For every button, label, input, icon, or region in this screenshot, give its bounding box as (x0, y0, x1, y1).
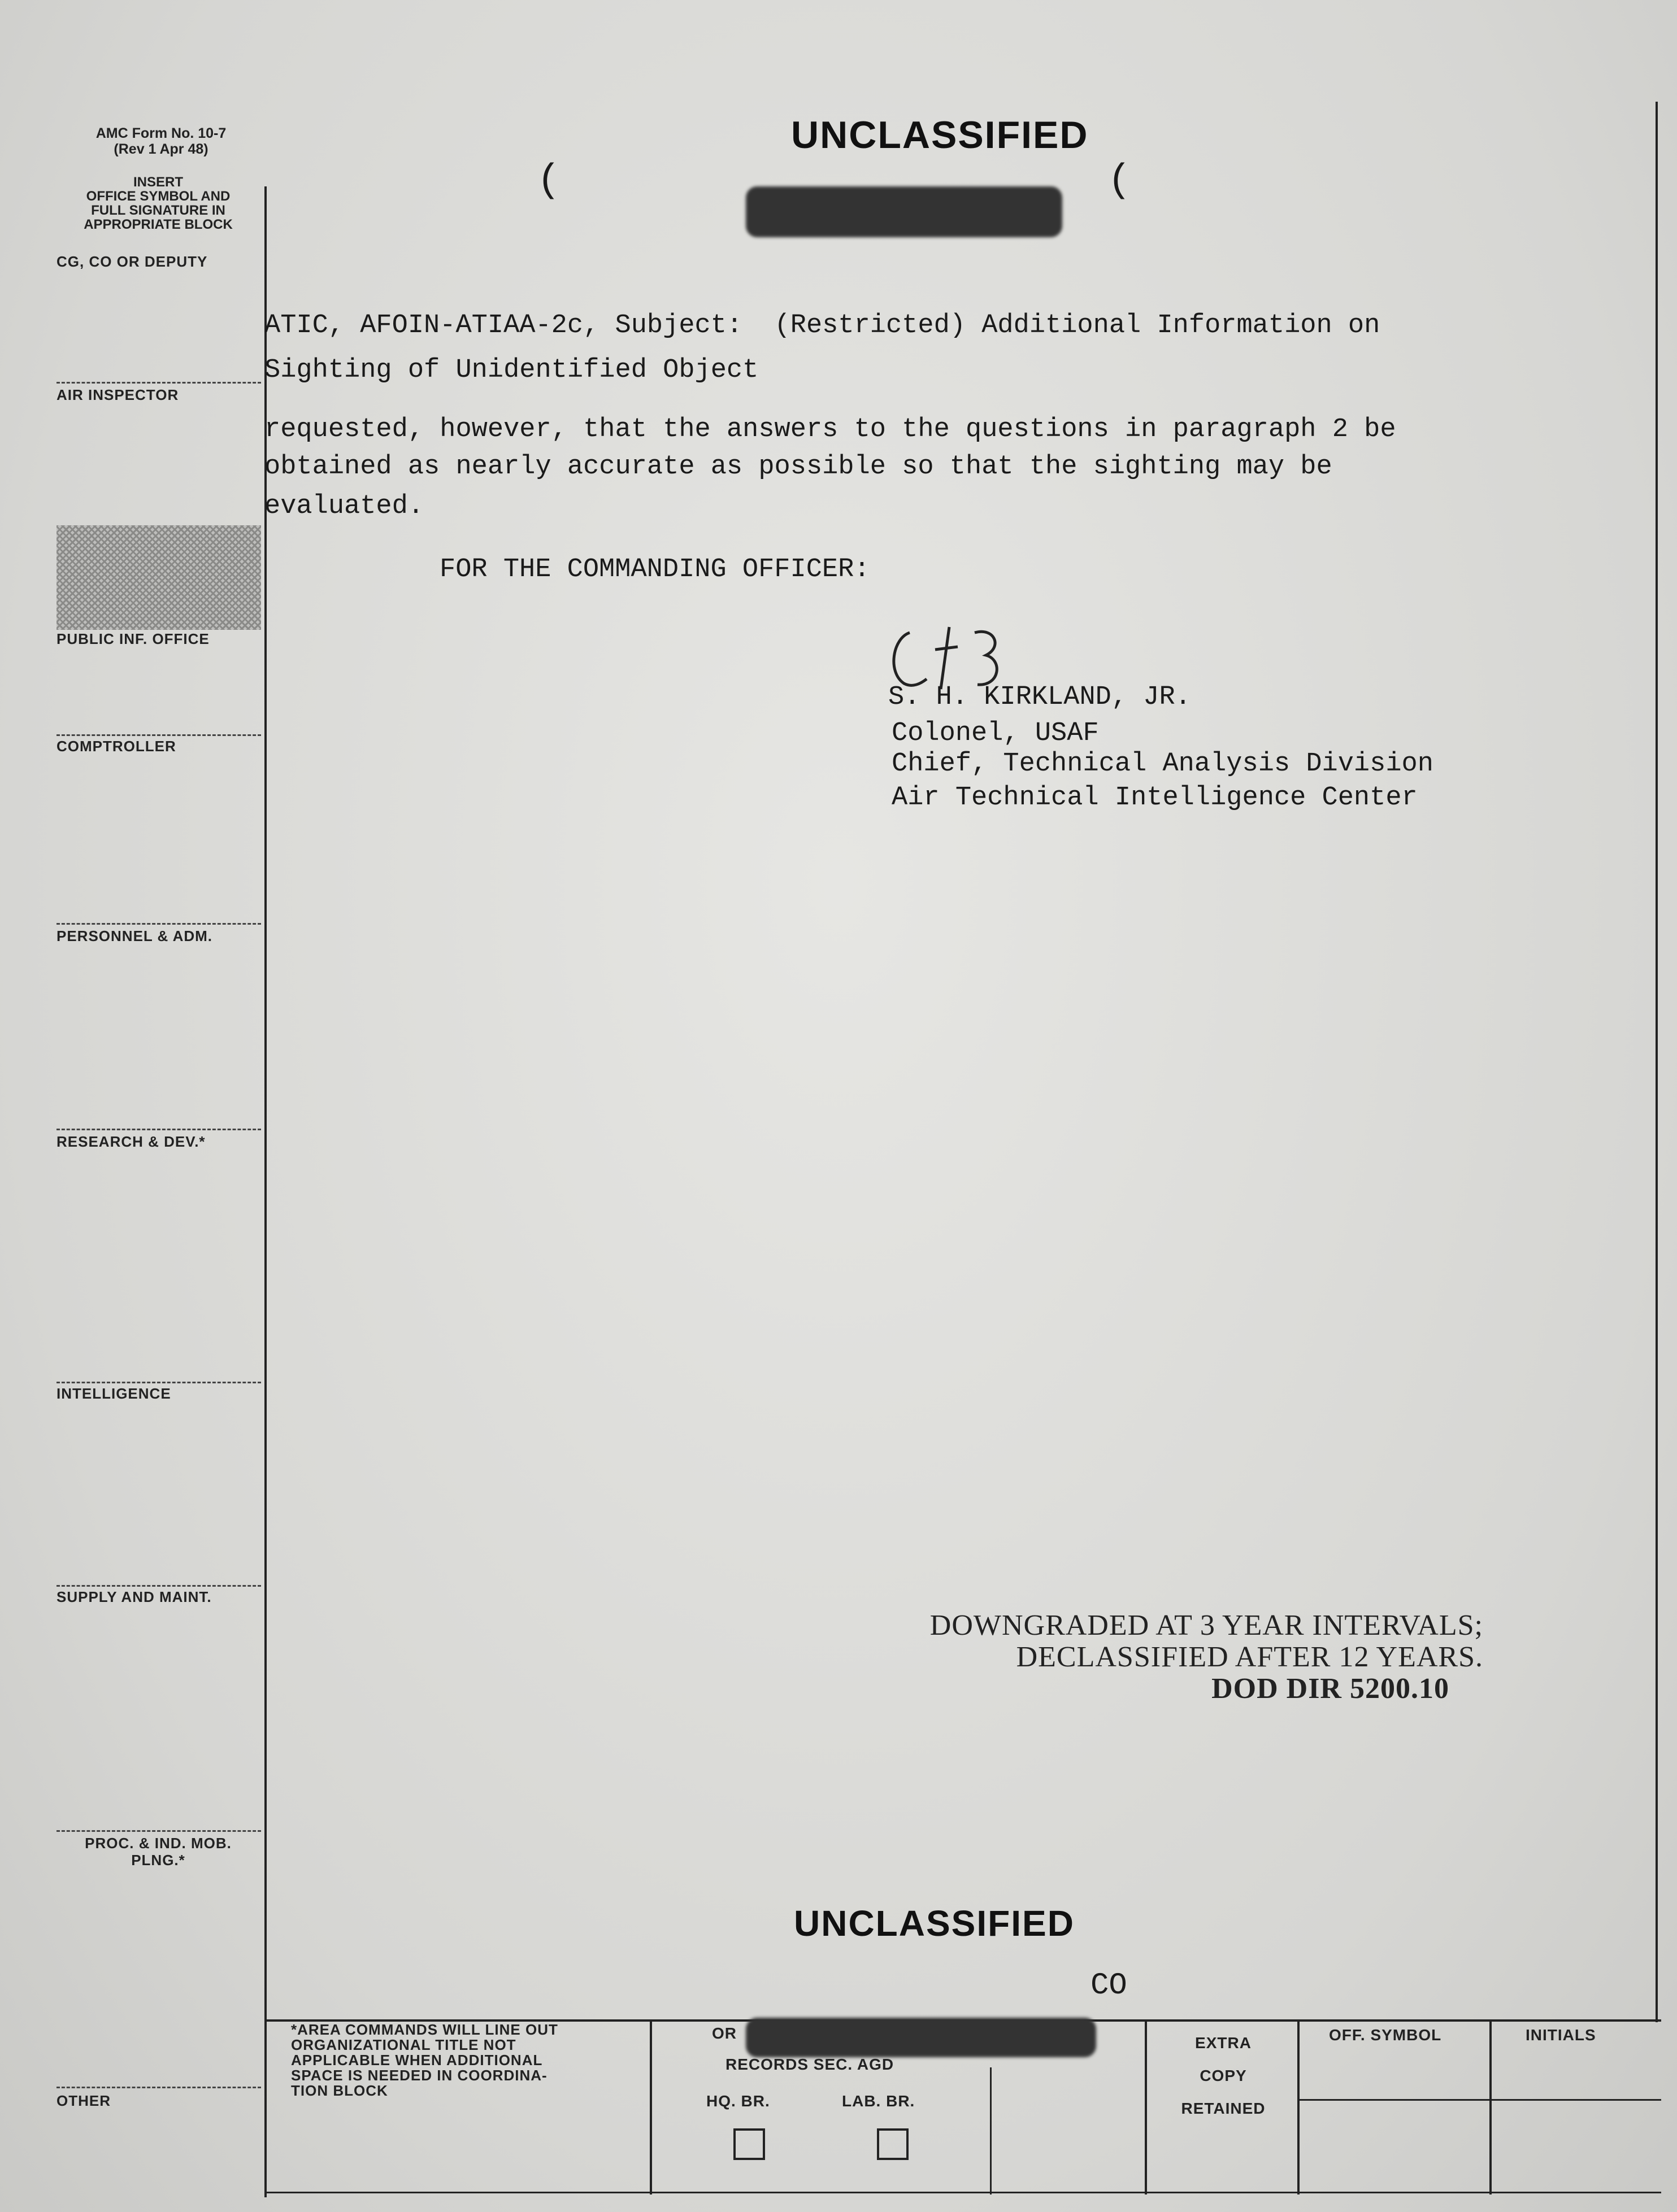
area-commands-note (291, 2022, 641, 2098)
sidebar-rule (57, 1129, 261, 1130)
note-line1: *AREA COMMANDS WILL LINE OUT (291, 2021, 558, 2038)
declass-line2: DECLASSIFIED AFTER 12 YEARS. (1016, 1641, 1483, 1673)
hq-br-label: HQ. BR. (706, 2092, 770, 2110)
sidebar-item-proc (57, 1835, 260, 1869)
redaction-top (746, 186, 1062, 237)
classification-bottom: UNCLASSIFIED (794, 1903, 1075, 1944)
form-number (59, 125, 263, 157)
declassification-stamp (791, 1610, 1483, 1705)
subject-line2: Sighting of Unidentified Object (264, 355, 759, 385)
sidebar-rule (57, 923, 261, 925)
coordination-divider (650, 2019, 652, 2194)
right-edge-line (1656, 102, 1658, 2022)
coordination-divider (1145, 2019, 1147, 2194)
sidebar-item-air-inspector: AIR INSPECTOR (57, 386, 179, 403)
body-line2: obtained as nearly accurate as possible so that the sighting may be (264, 452, 1332, 482)
subject-line1: ATIC, AFOIN-ATIAA-2c, Subject: (Restricted) Additional Information on (264, 311, 1380, 341)
body-line3: evaluated. (264, 491, 424, 521)
sidebar-rule (57, 1382, 261, 1383)
sidebar-rule (57, 734, 261, 736)
lab-br-checkbox[interactable] (877, 2128, 909, 2160)
sidebar-item-public-inf: PUBLIC INF. OFFICE (57, 630, 210, 647)
note-line4: SPACE IS NEEDED IN COORDINA- (291, 2067, 548, 2084)
note-line5: TION BLOCK (291, 2082, 388, 2099)
sidebar-item-personnel: PERSONNEL & ADM. (57, 928, 213, 944)
bottom-edge-line (266, 2192, 1661, 2193)
closing-line: FOR THE COMMANDING OFFICER: (440, 555, 870, 585)
insert-line2: OFFICE SYMBOL AND (86, 189, 231, 204)
body-line1: requested, however, that the answers to the questions in paragraph 2 be (264, 415, 1396, 445)
signer-title1: Chief, Technical Analysis Division (892, 749, 1433, 779)
records-sec-label: RECORDS SEC. AGD (725, 2056, 894, 2073)
insert-line3: FULL SIGNATURE IN (91, 203, 225, 218)
form-number-line1: AMC Form No. 10-7 (95, 125, 227, 141)
note-line2: ORGANIZATIONAL TITLE NOT (291, 2036, 516, 2053)
classification-top: UNCLASSIFIED (791, 114, 1089, 156)
coordination-hrule (1300, 2099, 1661, 2101)
signer-name: S. H. KIRKLAND, JR. (888, 682, 1191, 712)
extra-copy-retained (1150, 2027, 1297, 2125)
insert-line4: APPROPRIATE BLOCK (84, 217, 233, 232)
declass-line1: DOWNGRADED AT 3 YEAR INTERVALS; (929, 1609, 1483, 1641)
sidebar-item-other: OTHER (57, 2092, 111, 2109)
paren-left: ( (537, 159, 561, 203)
declass-line3: DOD DIR 5200.10 (1211, 1673, 1449, 1705)
insert-instruction (57, 175, 260, 232)
sidebar-rule (57, 1585, 261, 1587)
extra-line1: EXTRA (1195, 2034, 1252, 2052)
coordination-divider (1489, 2019, 1492, 2194)
sidebar-item-proc-line1: PROC. & IND. MOB. (85, 1835, 232, 1852)
off-symbol-label: OFF. SYMBOL (1329, 2026, 1442, 2044)
sidebar-item-supply: SUPPLY AND MAINT. (57, 1588, 212, 1605)
stamp-partial: CO (1091, 1969, 1127, 2003)
sidebar-item-cg: CG, CO OR DEPUTY (57, 253, 208, 270)
extra-line2: COPY (1200, 2067, 1247, 2084)
coordination-divider (1297, 2019, 1300, 2194)
form-number-line2: (Rev 1 Apr 48) (114, 141, 208, 157)
signer-rank: Colonel, USAF (892, 719, 1099, 748)
sidebar-item-comptroller: COMPTROLLER (57, 738, 176, 755)
sidebar-item-proc-line2: PLNG.* (131, 1852, 185, 1869)
sidebar-rule (57, 382, 261, 384)
signer-title2: Air Technical Intelligence Center (892, 783, 1418, 813)
orig-label: OR (712, 2024, 737, 2042)
sidebar-divider-line (264, 186, 267, 2197)
sidebar-rule (57, 1830, 261, 1832)
sidebar-item-intelligence: INTELLIGENCE (57, 1385, 171, 1402)
paren-right: ( (1107, 159, 1132, 203)
initials-label: INITIALS (1526, 2026, 1596, 2044)
sidebar-item-research: RESEARCH & DEV.* (57, 1133, 206, 1150)
lab-br-label: LAB. BR. (842, 2092, 915, 2110)
hq-br-checkbox[interactable] (733, 2128, 765, 2160)
redaction-footer (746, 2018, 1096, 2057)
extra-line3: RETAINED (1181, 2100, 1266, 2117)
coordination-divider (990, 2067, 992, 2194)
sidebar-rule (57, 2087, 261, 2088)
insert-line1: INSERT (133, 175, 183, 190)
note-line3: APPLICABLE WHEN ADDITIONAL (291, 2052, 543, 2069)
hatched-block (57, 525, 261, 630)
